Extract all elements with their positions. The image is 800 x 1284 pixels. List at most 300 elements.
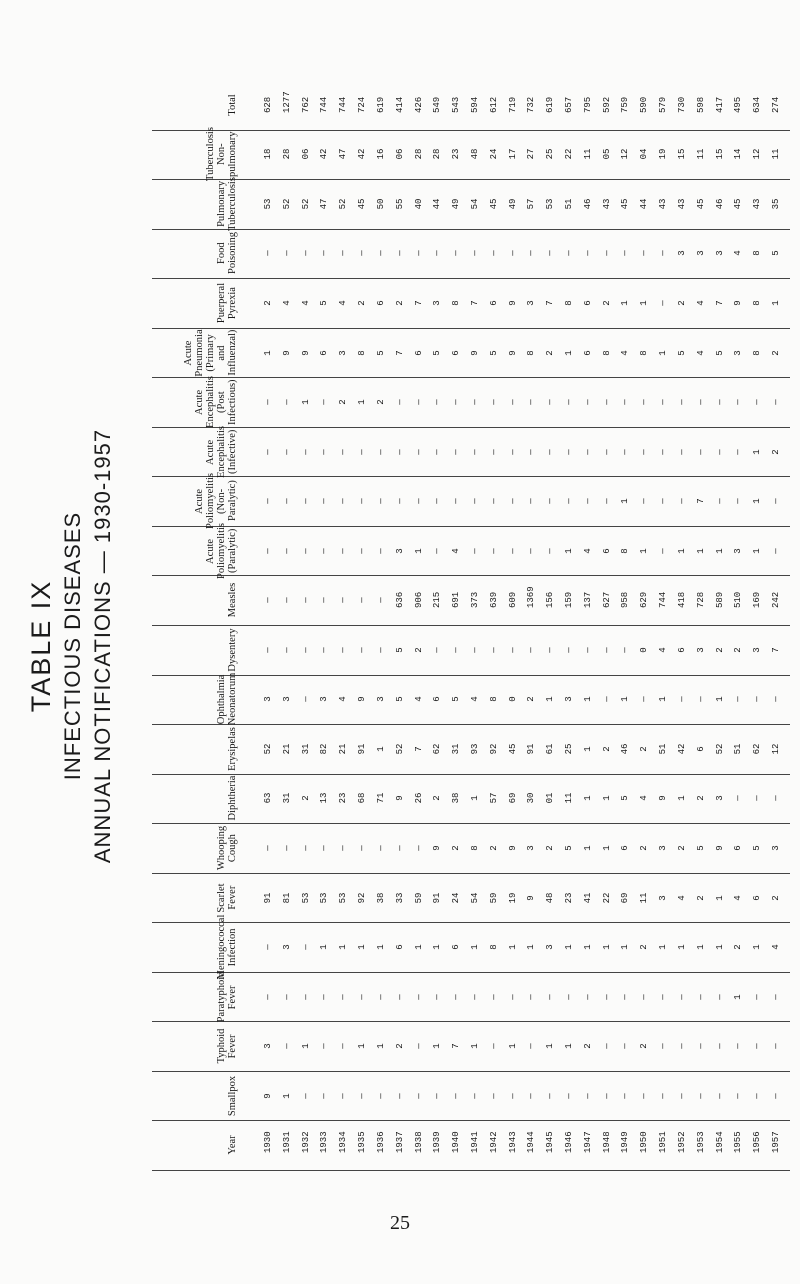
row-divider xyxy=(152,724,790,725)
table-cell: — xyxy=(263,993,273,1000)
table-cell: 1935 xyxy=(357,1131,368,1154)
table-cell: 6 xyxy=(488,300,499,306)
table-cell: 25 xyxy=(564,743,574,755)
table-cell: — xyxy=(281,597,292,603)
table-cell: 5 xyxy=(564,845,574,851)
table-cell: — xyxy=(263,250,273,257)
table-cell: — xyxy=(601,1092,612,1099)
table-cell: — xyxy=(676,993,687,1000)
table-cell: 9 xyxy=(469,349,480,356)
table-cell: 5 xyxy=(394,696,405,703)
table-cell: 639 xyxy=(488,592,499,609)
table-cell: — xyxy=(714,399,725,405)
table-cell: 44 xyxy=(639,198,650,210)
table-cell: — xyxy=(714,498,725,504)
table-cell: 1952 xyxy=(676,1131,687,1154)
table-cell: — xyxy=(319,1092,330,1099)
table-cell: — xyxy=(469,448,480,455)
table-cell: — xyxy=(263,647,273,653)
table-cell: 1 xyxy=(300,1043,311,1049)
table-cell: 9 xyxy=(658,795,669,802)
table-cell: — xyxy=(601,399,612,405)
table-cell: 1932 xyxy=(300,1131,311,1154)
table-cell: 53 xyxy=(300,892,311,903)
table-cell: — xyxy=(357,448,368,455)
table-cell: 1 xyxy=(413,944,424,950)
table-cell: 6 xyxy=(319,349,330,356)
table-cell: — xyxy=(620,647,631,653)
table-cell: 9 xyxy=(357,696,368,703)
table-cell: — xyxy=(601,993,612,1000)
table-cell: 11 xyxy=(639,892,650,903)
table-cell: 1 xyxy=(564,349,574,356)
table-cell: 1953 xyxy=(695,1131,706,1154)
table-cell: 594 xyxy=(469,96,480,113)
table-cell: 417 xyxy=(714,96,725,113)
table-cell: — xyxy=(394,1092,405,1099)
table-cell: 1950 xyxy=(639,1131,650,1154)
table-cell: 3 xyxy=(281,944,292,950)
table-cell: — xyxy=(375,647,386,653)
table-cell: — xyxy=(319,250,330,257)
table-cell: 1 xyxy=(281,1092,292,1099)
table-cell: 93 xyxy=(469,743,480,755)
table-cell: 744 xyxy=(338,96,349,113)
table-cell: 1934 xyxy=(338,1131,349,1154)
table-cell: 91 xyxy=(357,743,368,755)
column-header-label: Meningococcal Infection xyxy=(216,914,238,980)
table-cell: 609 xyxy=(507,592,518,609)
row-divider xyxy=(152,922,790,923)
table-cell: — xyxy=(752,399,763,405)
table-cell: 1949 xyxy=(620,1131,631,1154)
table-cell: — xyxy=(432,498,443,504)
table-cell: 730 xyxy=(676,96,687,113)
table-cell: 9 xyxy=(733,300,744,306)
table-cell: 52 xyxy=(714,743,725,755)
table-cell: — xyxy=(375,597,386,603)
table-cell: 44 xyxy=(432,198,443,210)
data-row xyxy=(264,493,788,515)
table-cell: — xyxy=(564,993,574,1000)
table-cell: — xyxy=(507,647,518,653)
table-cell: 55 xyxy=(394,198,405,210)
table-cell: 5 xyxy=(432,349,443,356)
table-cell: — xyxy=(413,1092,424,1099)
table-cell: — xyxy=(639,448,650,455)
table-cell: 45 xyxy=(695,198,706,210)
table-cell: 0 xyxy=(507,696,518,703)
table-cell: — xyxy=(752,696,763,703)
table-cell: 63 xyxy=(263,793,273,804)
table-cell: — xyxy=(620,250,631,257)
table-cell: 12 xyxy=(752,148,763,160)
table-cell: — xyxy=(281,1043,292,1049)
table-cell: 2 xyxy=(394,300,405,306)
table-cell: — xyxy=(375,845,386,851)
table-cell: 28 xyxy=(413,148,424,160)
table-cell: 9 xyxy=(507,845,518,851)
row-divider xyxy=(152,278,790,279)
table-cell: 6 xyxy=(620,845,631,851)
table-cell: — xyxy=(319,647,330,653)
table-cell: 2 xyxy=(375,399,386,405)
table-cell: 16 xyxy=(375,148,386,160)
table-cell: — xyxy=(357,498,368,504)
table-cell: 3 xyxy=(281,696,292,703)
table-cell: — xyxy=(394,498,405,504)
table-cell: 1947 xyxy=(582,1131,593,1154)
table-cell: 52 xyxy=(300,198,311,210)
table-cell: 51 xyxy=(733,743,744,755)
table-cell: 1 xyxy=(545,696,556,703)
table-cell: — xyxy=(488,448,499,455)
table-cell: — xyxy=(770,795,781,802)
table-cell: 1951 xyxy=(658,1131,669,1154)
table-cell: — xyxy=(488,250,499,257)
table-cell: — xyxy=(639,250,650,257)
table-cell: — xyxy=(582,647,593,653)
table-cell: 3 xyxy=(564,696,574,703)
table-cell: 2 xyxy=(676,300,687,306)
table-cell: 1 xyxy=(469,1043,480,1049)
table-cell: 732 xyxy=(526,96,537,113)
table-cell: 57 xyxy=(526,198,537,210)
data-row xyxy=(264,1038,788,1060)
table-cell: 2 xyxy=(601,300,612,306)
table-cell: 1 xyxy=(620,498,631,504)
table-cell: 2 xyxy=(526,696,537,703)
table-cell: 57 xyxy=(488,793,499,804)
table-cell: — xyxy=(752,795,763,802)
table-cell: — xyxy=(432,448,443,455)
data-row xyxy=(263,91,788,119)
row-divider xyxy=(152,179,790,180)
table-cell: 35 xyxy=(770,198,781,210)
table-cell: 7 xyxy=(714,300,725,306)
table-cell: 69 xyxy=(507,793,518,804)
table-cell: — xyxy=(451,647,462,653)
table-cell: 1954 xyxy=(714,1131,725,1154)
table-cell: — xyxy=(695,696,706,703)
data-row xyxy=(264,989,788,1011)
table-cell: 4 xyxy=(620,349,631,356)
table-cell: 1 xyxy=(676,944,687,950)
table-cell: 59 xyxy=(413,892,424,903)
table-cell: 8 xyxy=(639,349,650,356)
table-cell: — xyxy=(300,647,311,653)
table-cell: — xyxy=(357,845,368,851)
table-cell: — xyxy=(338,597,349,603)
table-cell: — xyxy=(695,448,706,455)
table-cell: 4 xyxy=(451,547,462,554)
column-header-label: Whooping Cough xyxy=(216,825,238,871)
table-cell: 156 xyxy=(545,592,556,609)
table-cell: — xyxy=(338,547,349,554)
table-cell: — xyxy=(281,845,292,851)
table-cell: 5 xyxy=(770,250,781,257)
table-cell: 7 xyxy=(413,300,424,306)
table-cell: — xyxy=(488,1092,499,1099)
table-cell: — xyxy=(338,498,349,504)
table-cell: 1 xyxy=(676,547,687,554)
table-cell: 2 xyxy=(394,1043,405,1049)
table-cell: 62 xyxy=(752,743,763,755)
table-cell: — xyxy=(357,647,368,653)
table-cell: 1 xyxy=(357,399,368,405)
table-cell: 612 xyxy=(488,96,499,113)
data-row xyxy=(264,642,788,664)
table-cell: 958 xyxy=(620,592,631,609)
data-row xyxy=(264,691,788,713)
table-cell: 1 xyxy=(695,547,706,554)
table-cell: — xyxy=(488,547,499,554)
table-cell: — xyxy=(375,448,386,455)
table-cell: 549 xyxy=(432,96,443,113)
table-cell: — xyxy=(300,1092,311,1099)
table-cell: 53 xyxy=(338,892,349,903)
table-cell: 619 xyxy=(545,96,556,113)
table-cell: — xyxy=(620,1092,631,1099)
table-cell: — xyxy=(676,1043,687,1049)
table-cell: 1277 xyxy=(281,91,292,113)
table-cell: 6 xyxy=(601,547,612,554)
data-row xyxy=(264,939,788,961)
column-header-label: Dysentery xyxy=(227,628,238,672)
table-cell: 49 xyxy=(507,198,518,210)
table-cell: — xyxy=(338,845,349,851)
table-cell: — xyxy=(263,597,273,603)
table-cell: 51 xyxy=(564,198,574,210)
table-cell: — xyxy=(658,300,669,306)
table-cell: — xyxy=(338,1092,349,1099)
table-cell: 2 xyxy=(770,448,781,455)
table-cell: 42 xyxy=(676,743,687,755)
table-cell: 1 xyxy=(357,944,368,950)
table-cell: — xyxy=(564,498,574,504)
table-cell: — xyxy=(300,498,311,504)
table-cell: — xyxy=(564,399,574,405)
table-cell: — xyxy=(432,547,443,554)
table-cell: — xyxy=(300,597,311,603)
table-cell: 3 xyxy=(338,349,349,356)
table-cell: 3 xyxy=(526,300,537,306)
table-cell: — xyxy=(658,1043,669,1049)
row-divider xyxy=(152,575,790,576)
table-cell: 1936 xyxy=(375,1131,386,1154)
table-cell: — xyxy=(545,547,556,554)
table-cell: — xyxy=(375,547,386,554)
table-cell: 4 xyxy=(281,300,292,306)
table-cell: — xyxy=(639,399,650,405)
table-cell: 17 xyxy=(507,148,518,160)
table-cell: — xyxy=(338,250,349,257)
table-cell: 7 xyxy=(469,300,480,306)
table-title-rotated xyxy=(24,366,118,926)
table-cell: 1 xyxy=(564,944,574,950)
column-header-label: Acute Encephalitis (Post Infectious) xyxy=(194,376,238,428)
table-cell: 9 xyxy=(394,795,405,802)
table-cell: — xyxy=(507,448,518,455)
table-cell: — xyxy=(733,498,744,504)
column-header-label: Typhoid Fever xyxy=(216,1028,238,1064)
table-cell: 159 xyxy=(564,592,574,609)
table-cell: — xyxy=(564,448,574,455)
table-cell: 53 xyxy=(263,198,273,210)
table-cell: 23 xyxy=(451,148,462,160)
table-cell: — xyxy=(263,498,273,504)
table-cell: 2 xyxy=(695,795,706,802)
table-cell: 8 xyxy=(526,349,537,356)
table-cell: — xyxy=(752,1043,763,1049)
table-cell: — xyxy=(545,498,556,504)
table-cell: 3 xyxy=(375,696,386,703)
table-cell: — xyxy=(375,498,386,504)
table-cell: — xyxy=(676,448,687,455)
table-cell: 4 xyxy=(469,696,480,703)
table-cell: 795 xyxy=(582,96,593,113)
table-cell: 5 xyxy=(676,349,687,356)
table-cell: — xyxy=(639,498,650,504)
table-cell: — xyxy=(432,250,443,257)
table-cell: 1 xyxy=(432,944,443,950)
table-cell: 1 xyxy=(375,746,386,752)
table-cell: — xyxy=(582,399,593,405)
table-cell: 7 xyxy=(451,1043,462,1049)
table-cell: — xyxy=(488,1043,499,1049)
table-cell: 6 xyxy=(375,300,386,306)
table-cell: — xyxy=(733,448,744,455)
table-cell: 92 xyxy=(488,743,499,755)
table-cell: — xyxy=(526,399,537,405)
table-cell: — xyxy=(564,647,574,653)
table-cell: 627 xyxy=(601,592,612,609)
row-divider xyxy=(152,229,790,230)
table-cell: 543 xyxy=(451,96,462,113)
table-cell: — xyxy=(413,399,424,405)
table-cell: 1 xyxy=(714,944,725,950)
table-cell: — xyxy=(620,399,631,405)
table-cell: 1 xyxy=(714,894,725,901)
table-cell: 3 xyxy=(714,795,725,802)
column-header-label: Ophthalmia Neonatorum xyxy=(216,673,238,726)
table-cell: — xyxy=(733,795,744,802)
table-cell: — xyxy=(413,250,424,257)
column-header-label: Pulmonary Tuberculosis xyxy=(216,176,238,231)
table-cell: 4 xyxy=(658,647,669,653)
table-cell: 3 xyxy=(695,250,706,257)
table-cell: — xyxy=(451,498,462,504)
table-cell: 1 xyxy=(375,944,386,950)
table-cell: — xyxy=(281,498,292,504)
table-cell: 38 xyxy=(375,892,386,903)
table-cell: — xyxy=(357,597,368,603)
table-cell: 11 xyxy=(564,793,574,804)
table-cell: 1933 xyxy=(319,1131,330,1154)
table-cell: 30 xyxy=(526,793,537,804)
table-cell: 45 xyxy=(488,198,499,210)
table-cell: — xyxy=(469,498,480,504)
data-row xyxy=(264,890,788,912)
table-cell: 1 xyxy=(770,300,781,306)
table-cell: 4 xyxy=(582,547,593,554)
table-cell: — xyxy=(300,448,311,455)
table-cell: 2 xyxy=(338,399,349,405)
notifications-table xyxy=(152,80,790,1170)
table-cell: 242 xyxy=(770,592,781,609)
table-cell: — xyxy=(676,498,687,504)
table-cell: — xyxy=(676,1092,687,1099)
column-header-label: Erysipelas xyxy=(227,726,238,771)
table-cell: 6 xyxy=(432,696,443,703)
table-cell: 2 xyxy=(357,300,368,306)
table-cell: 45 xyxy=(507,743,518,755)
table-cell: 1 xyxy=(620,944,631,950)
table-cell: 2 xyxy=(770,894,781,901)
data-row xyxy=(264,543,788,565)
table-cell: 2 xyxy=(639,845,650,851)
table-cell: 2 xyxy=(488,845,499,851)
table-cell: — xyxy=(432,399,443,405)
data-row xyxy=(264,444,788,466)
table-cell: 1 xyxy=(639,300,650,306)
row-divider xyxy=(152,1071,790,1072)
table-cell: — xyxy=(469,547,480,554)
table-cell: 9 xyxy=(281,349,292,356)
table-cell: — xyxy=(413,845,424,851)
table-cell: 22 xyxy=(601,892,612,903)
table-cell: 1 xyxy=(507,944,518,950)
table-cell: 1 xyxy=(733,993,744,1000)
table-cell: 7 xyxy=(413,746,424,752)
table-cell: — xyxy=(300,696,311,703)
table-cell: 1 xyxy=(601,845,612,851)
table-cell: 137 xyxy=(582,592,593,609)
table-cell: 2 xyxy=(582,1043,593,1049)
table-cell: 1 xyxy=(582,795,593,802)
table-cell: — xyxy=(300,250,311,257)
table-cell: 4 xyxy=(300,300,311,306)
table-cell: 9 xyxy=(432,845,443,851)
data-row xyxy=(264,840,788,862)
table-cell: 23 xyxy=(564,892,574,903)
column-header-label: Smallpox xyxy=(227,1075,238,1116)
table-cell: — xyxy=(469,250,480,257)
table-cell: 9 xyxy=(507,349,518,356)
table-cell: 8 xyxy=(488,944,499,950)
table-cell: — xyxy=(639,993,650,1000)
data-row xyxy=(264,790,788,812)
table-cell: — xyxy=(545,647,556,653)
table-cell: 5 xyxy=(319,300,330,306)
table-cell: 3 xyxy=(432,300,443,306)
table-cell: 7 xyxy=(394,349,405,356)
table-cell: 598 xyxy=(695,96,706,113)
table-cell: 05 xyxy=(601,148,612,160)
table-cell: — xyxy=(357,993,368,1000)
table-cell: 3 xyxy=(733,547,744,554)
table-cell: 3 xyxy=(526,845,537,851)
table-cell: 45 xyxy=(357,198,368,210)
row-divider xyxy=(152,823,790,824)
table-cell: — xyxy=(526,547,537,554)
table-cell: — xyxy=(319,498,330,504)
table-cell: 510 xyxy=(733,592,744,609)
table-cell: 11 xyxy=(770,148,781,160)
table-cell: 1 xyxy=(752,448,763,455)
table-cell: — xyxy=(545,399,556,405)
column-header-label: Acute Poliomyelitis (Non-Paralytic) xyxy=(194,473,238,530)
